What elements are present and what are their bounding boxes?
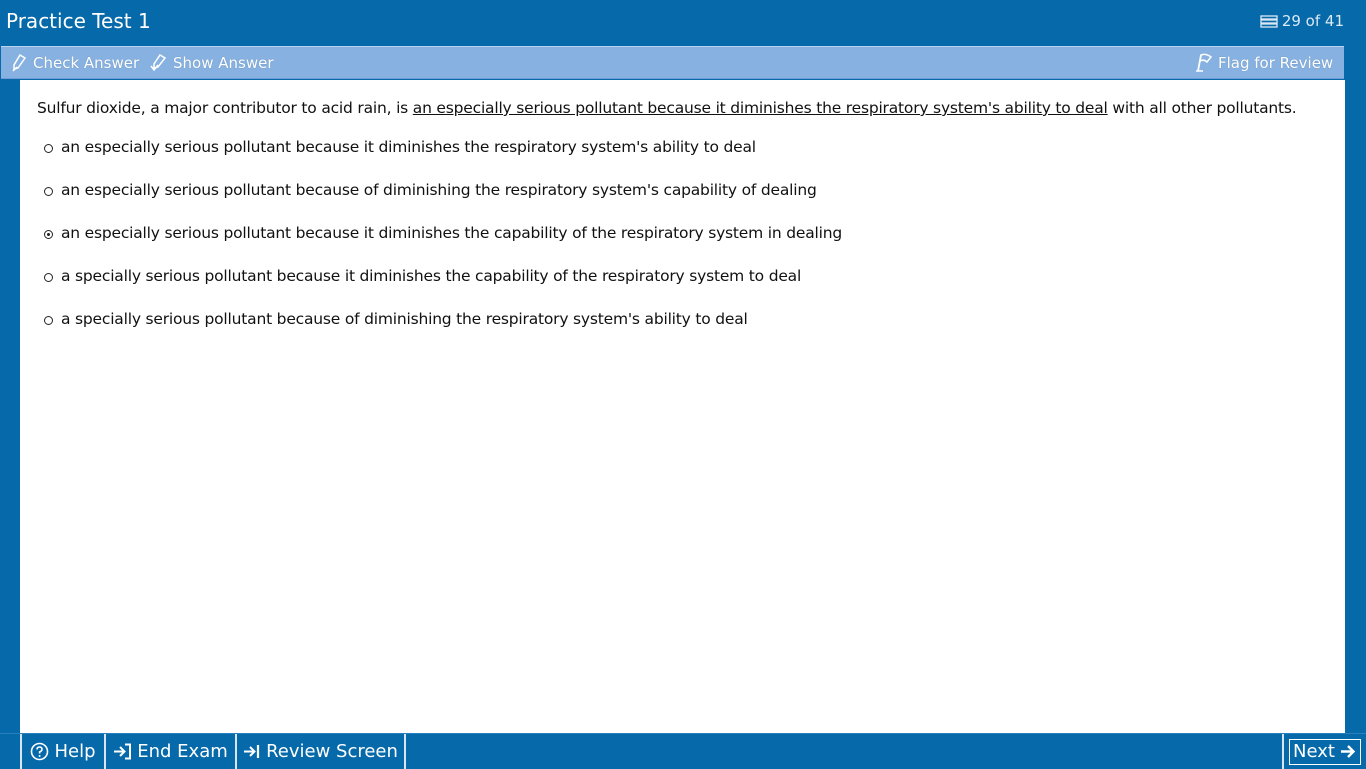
answer-choice-label: an especially serious pollutant because it diminishes the respiratory system's ability to deal	[61, 138, 756, 156]
answer-choice-e[interactable]	[44, 310, 748, 328]
bottom-bar	[0, 733, 1366, 768]
stack-icon	[1260, 14, 1278, 28]
right-gutter	[1345, 46, 1366, 733]
arrow-right-icon	[1339, 743, 1357, 760]
help-label: Help	[54, 741, 96, 762]
page-title: Practice Test 1	[6, 9, 151, 33]
radio-button[interactable]	[44, 316, 53, 325]
answer-choice-label: a specially serious pollutant because it diminishes the capability of the respiratory system to deal	[61, 267, 802, 285]
exit-arrow-icon	[113, 743, 132, 760]
flag-icon	[1195, 53, 1213, 72]
show-answer-label: Show Answer	[173, 53, 274, 72]
next-button[interactable]	[1284, 734, 1366, 769]
check-answer-button[interactable]	[11, 47, 139, 78]
show-answer-icon	[150, 54, 168, 72]
review-screen-button[interactable]	[237, 734, 404, 769]
radio-button[interactable]	[44, 187, 53, 196]
question-prefix: Sulfur dioxide, a major contributor to acid rain, is	[37, 99, 413, 117]
flag-for-review-label: Flag for Review	[1218, 53, 1334, 72]
answer-choice-label: an especially serious pollutant because of diminishing the respiratory system's capability of dealing	[61, 181, 817, 199]
answer-choice-label: a specially serious pollutant because of diminishing the respiratory system's ability to deal	[61, 310, 748, 328]
toolbar	[1, 46, 1344, 79]
help-button[interactable]	[22, 734, 104, 769]
left-gutter	[0, 80, 20, 733]
end-exam-label: End Exam	[137, 741, 228, 762]
radio-button[interactable]	[44, 273, 53, 282]
progress-text: 29 of 41	[1281, 12, 1344, 30]
divider	[404, 734, 406, 769]
answer-choice-b[interactable]	[44, 181, 817, 199]
answer-choice-d[interactable]	[44, 267, 801, 285]
question-underlined-part: an especially serious pollutant because it diminishes the respiratory system's ability to deal	[412, 99, 1108, 117]
question-circle-icon	[30, 742, 49, 761]
check-answer-label: Check Answer	[33, 53, 140, 72]
question-stem	[37, 99, 1297, 117]
show-answer-button[interactable]	[150, 47, 274, 78]
radio-button[interactable]	[44, 144, 53, 153]
answer-choice-label: an especially serious pollutant because it diminishes the capability of the respiratory system in dealing	[61, 224, 842, 242]
answer-choice-a[interactable]	[44, 138, 756, 156]
next-button-focus-frame	[1289, 739, 1361, 765]
radio-button-selected[interactable]	[44, 230, 53, 239]
end-exam-button[interactable]	[106, 734, 235, 769]
title-bar	[0, 0, 1366, 44]
check-pencil-icon	[11, 54, 28, 72]
flag-for-review-button[interactable]	[1195, 47, 1333, 78]
answer-choice-c[interactable]	[44, 224, 842, 242]
question-progress	[1260, 12, 1344, 30]
question-suffix: with all other pollutants.	[1107, 99, 1297, 117]
review-screen-label: Review Screen	[266, 741, 398, 762]
next-label: Next	[1293, 741, 1335, 762]
arrow-to-bar-icon	[243, 743, 261, 760]
question-panel	[20, 80, 1345, 733]
